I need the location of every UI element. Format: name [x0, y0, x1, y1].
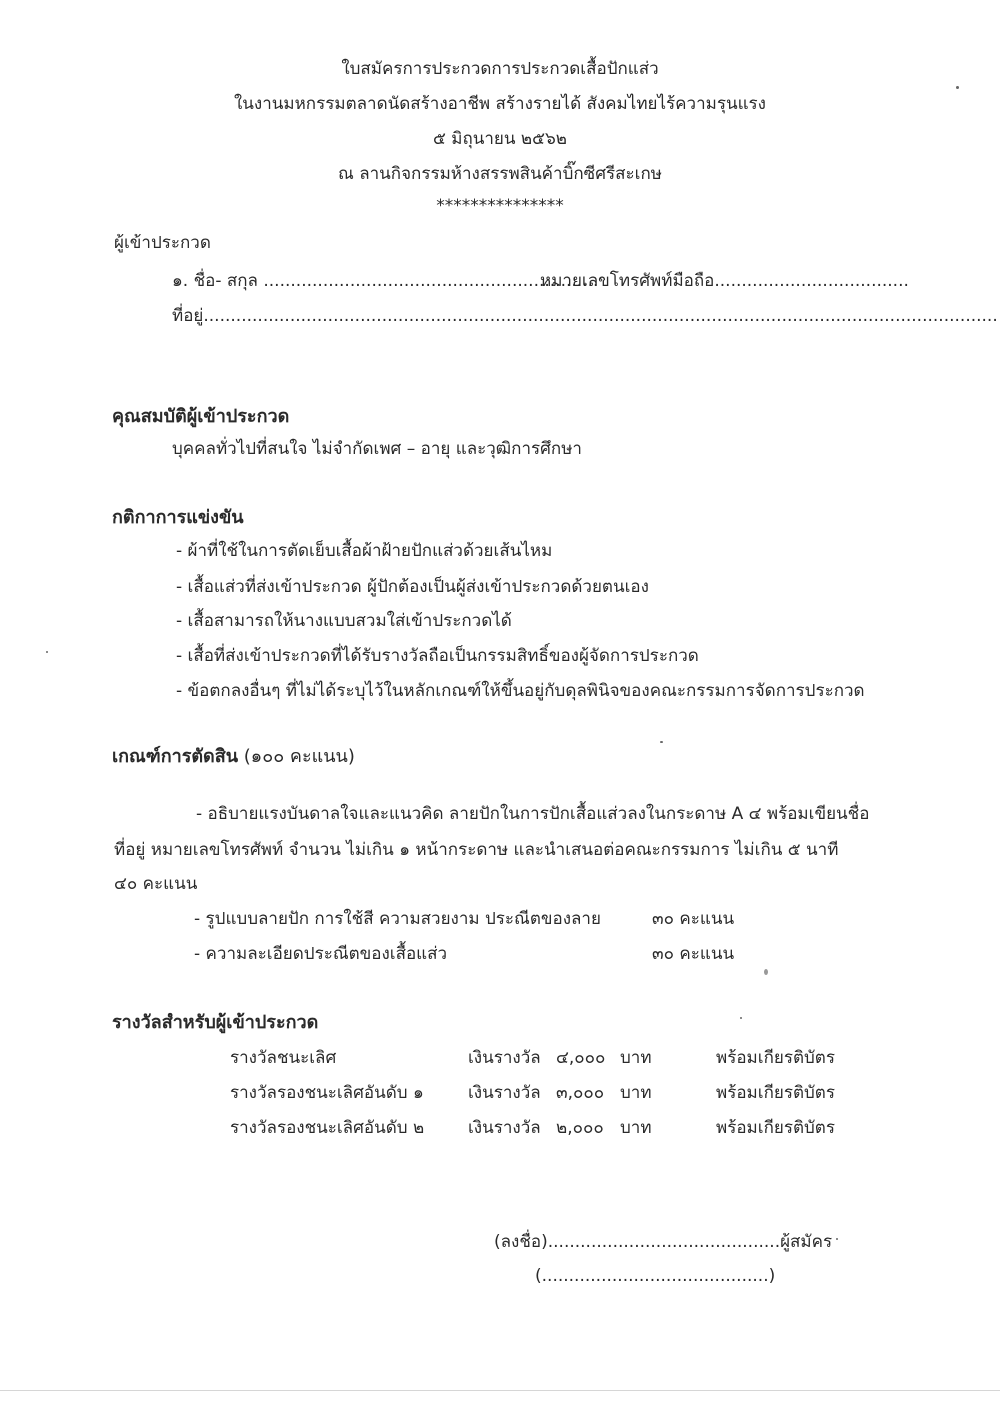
- prize-name: รางวัลชนะเลิศ: [230, 1048, 337, 1068]
- prize-extra: พร้อมเกียรติบัตร: [716, 1118, 835, 1138]
- printed-name-line[interactable]: (..........................................): [535, 1266, 776, 1286]
- header-divider-stars: ***************: [436, 196, 564, 216]
- criteria-item-label: - รูปแบบลายปัก การใช้สี ความสวยงาม ประณีตของลาย: [194, 909, 601, 929]
- prize-money-label: เงินรางวัล: [468, 1083, 541, 1103]
- criteria-item-score: ๓๐ คะแนน: [652, 944, 735, 964]
- rules-heading: กติกาการแข่งขัน: [112, 507, 244, 528]
- scan-speck: [764, 969, 768, 975]
- criteria-item-label: - ความละเอียดประณีตของเสื้อแส่ว: [194, 944, 448, 964]
- prize-money-label: เงินรางวัล: [468, 1048, 541, 1068]
- criteria-item-score: ๓๐ คะแนน: [652, 909, 735, 929]
- event-location: ณ ลานกิจกรรมห้างสรรพสินค้าบิ๊กซีศรีสะเกษ: [338, 164, 662, 184]
- rule-item: - เสื้อสามารถให้นางแบบสวมใส่เข้าประกวดได้: [176, 611, 512, 631]
- scan-speck: [836, 1238, 838, 1240]
- prize-extra: พร้อมเกียรติบัตร: [716, 1083, 835, 1103]
- criteria-paragraph-line: ที่อยู่ หมายเลขโทรศัพท์ จำนวน ไม่เกิน ๑ หน้ากระดาษ และนำเสนอต่อคณะกรรมการ ไม่เกิน ๕ นาที: [114, 840, 839, 860]
- qualifications-heading: คุณสมบัติผู้เข้าประกวด: [112, 406, 290, 427]
- prize-amount: ๔,๐๐๐: [556, 1048, 606, 1068]
- prize-extra: พร้อมเกียรติบัตร: [716, 1048, 835, 1068]
- criteria-paragraph-score: ๔๐ คะแนน: [114, 874, 198, 894]
- name-field[interactable]: ๑. ชื่อ- สกุล ..............................................................: [172, 271, 599, 291]
- prize-unit: บาท: [620, 1083, 652, 1103]
- event-date: ๕ มิถุนายน ๒๕๖๒: [433, 129, 567, 149]
- prize-money-label: เงินรางวัล: [468, 1118, 541, 1138]
- scan-edge-line: [0, 1390, 1000, 1391]
- rule-item: - ข้อตกลงอื่นๆ ที่ไม่ได้ระบุไว้ในหลักเกณฑ์ให้ขึ้นอยู่กับดุลพินิจของคณะกรรมการจัดการประกวด: [176, 681, 865, 701]
- scan-speck: [956, 86, 959, 89]
- event-title: ในงานมหกรรมตลาดนัดสร้างอาชีพ สร้างรายได้ สังคมไทยไร้ความรุนแรง: [234, 94, 766, 114]
- prize-unit: บาท: [620, 1048, 652, 1068]
- prize-unit: บาท: [620, 1118, 652, 1138]
- scan-speck: [740, 1017, 742, 1019]
- rule-item: - เสื้อแส่วที่ส่งเข้าประกวด ผู้ปักต้องเป็นผู้ส่งเข้าประกวดด้วยตนเอง: [176, 577, 649, 597]
- criteria-heading-row: [112, 746, 355, 768]
- phone-field[interactable]: หมายเลขโทรศัพท์มือถือ....................................: [540, 271, 909, 291]
- prize-name: รางวัลรองชนะเลิศอันดับ ๒: [230, 1118, 425, 1138]
- applicant-heading: ผู้เข้าประกวด: [114, 233, 211, 253]
- signature-line[interactable]: (ลงชื่อ)...........................................ผู้สมัคร: [494, 1232, 833, 1252]
- prize-amount: ๓,๐๐๐: [556, 1083, 605, 1103]
- scan-speck: [46, 651, 48, 653]
- criteria-heading: เกณฑ์การตัดสิน: [112, 746, 239, 767]
- qualifications-text: บุคคลทั่วไปที่สนใจ ไม่จำกัดเพศ – อายุ และวุฒิการศึกษา: [172, 439, 582, 459]
- scan-speck: [660, 741, 663, 743]
- rule-item: - เสื้อที่ส่งเข้าประกวดที่ได้รับรางวัลถือเป็นกรรมสิทธิ์ของผู้จัดการประกวด: [176, 646, 699, 666]
- prizes-heading: รางวัลสำหรับผู้เข้าประกวด: [112, 1012, 319, 1033]
- prize-amount: ๒,๐๐๐: [556, 1118, 604, 1138]
- rule-item: - ผ้าที่ใช้ในการตัดเย็บเสื้อผ้าฝ้ายปักแส่วด้วยเส้นไหม: [176, 541, 553, 561]
- criteria-total-points: (๑๐๐ คะแนน): [243, 746, 355, 767]
- address-field[interactable]: ที่อยู่...................................................................................................................................................: [172, 306, 998, 326]
- prize-name: รางวัลรองชนะเลิศอันดับ ๑: [230, 1083, 424, 1103]
- form-title: ใบสมัครการประกวดการประกวดเสื้อปักแส่ว: [341, 59, 659, 79]
- criteria-paragraph-line: - อธิบายแรงบันดาลใจและแนวคิด ลายปักในการปักเสื้อแส่วลงในกระดาษ A ๔ พร้อมเขียนชื่อ: [196, 804, 870, 824]
